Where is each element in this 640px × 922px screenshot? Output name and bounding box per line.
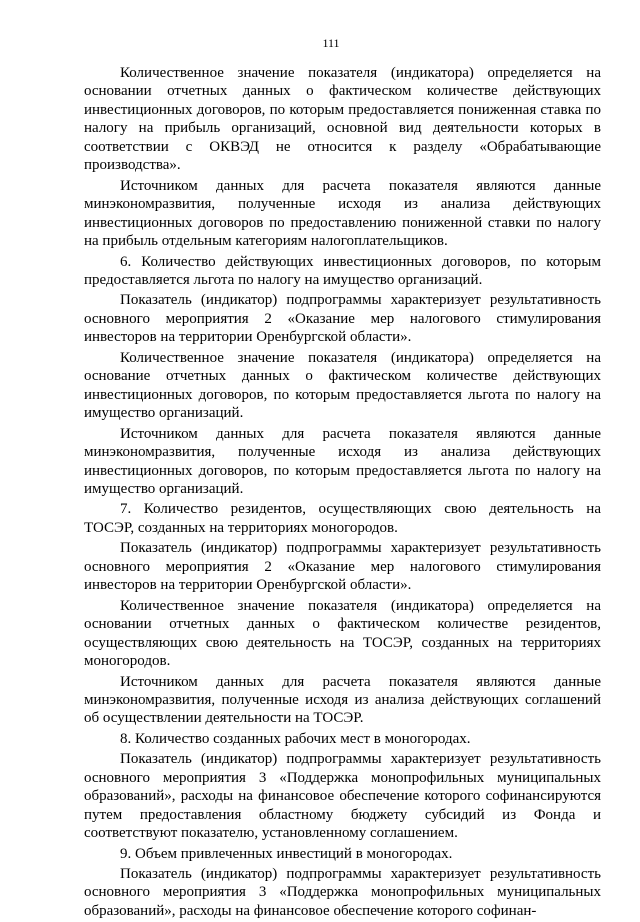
paragraph: Источником данных для расчета показателя являются данные минэкономразвития, полученные исходя из анализа действующих соглашений об осуществлении деятельности на ТОСЭР. (84, 673, 601, 727)
paragraph: Количественное значение показателя (индикатора) определяется на основании отчетных данных о фактическом количестве действующих инвестиционных договоров, по которым предоставляется пониженная ставка по налогу на прибыль организаций, основной вид деятельности которых в соответствии с ОКВЭД не относится к разделу «Обрабатывающие производства». (84, 65, 601, 174)
paragraph: Показатель (индикатор) подпрограммы характеризует результативность основного мероприятия 2 «Оказание мер налогового стимулирования инвесторов на территории Оренбургской области». (84, 292, 601, 346)
paragraph: Показатель (индикатор) подпрограммы характеризует результативность основного мероприятия 2 «Оказание мер налогового стимулирования инвесторов на территории Оренбургской области». (84, 540, 601, 594)
paragraph: Показатель (индикатор) подпрограммы характеризует результативность основного мероприятия 3 «Поддержка монопрофильных муниципальных образований», расходы на финансовое обеспечение которого софинансируются путем предоставления областному бюджету субсидий из Фонда и соответствуют показателю, установленному соглашением. (84, 751, 601, 842)
numbered-item-heading: 9. Объем привлеченных инвестиций в моногородах. (120, 845, 453, 862)
numbered-item-heading: 6. Количество действующих инвестиционных договоров, по которым предоставляется льгота по налогу на имущество организаций. (84, 253, 601, 288)
body-text (84, 64, 601, 922)
paragraph: Количественное значение показателя (индикатора) определяется на основание отчетных данных о фактическом количестве действующих инвестиционных договоров, по которым предоставляется льгота по налогу на имущество организаций. (84, 349, 601, 422)
paragraph: Количественное значение показателя (индикатора) определяется на основании отчетных данных о фактическом количестве резидентов, осуществляющих свою деятельность на ТОСЭР, созданных на территориях моногородов. (84, 597, 601, 670)
paragraph: Показатель (индикатор) подпрограммы характеризует результативность основного мероприятия 3 «Поддержка монопрофильных муниципальных образований», расходы на финансовое обеспечение которого софинан- (84, 866, 601, 919)
paragraph: Источником данных для расчета показателя являются данные минэкономразвития, полученные исходя из анализа действующих инвестиционных договоров по предоставлению пониженной ставки по налогу на прибыль отдельным категориям налогоплательщиков. (84, 177, 601, 250)
numbered-item-heading: 7. Количество резидентов, осуществляющих свою деятельность на ТОСЭР, созданных на территориях моногородов. (84, 501, 601, 536)
numbered-item-heading: 8. Количество созданных рабочих мест в моногородах. (120, 730, 471, 747)
paragraph: Источником данных для расчета показателя являются данные минэкономразвития, полученные исходя из анализа действующих инвестиционных договоров, по которым предоставляется льгота по налогу на имущество организаций. (84, 425, 601, 497)
page-number: 111 (322, 36, 340, 50)
